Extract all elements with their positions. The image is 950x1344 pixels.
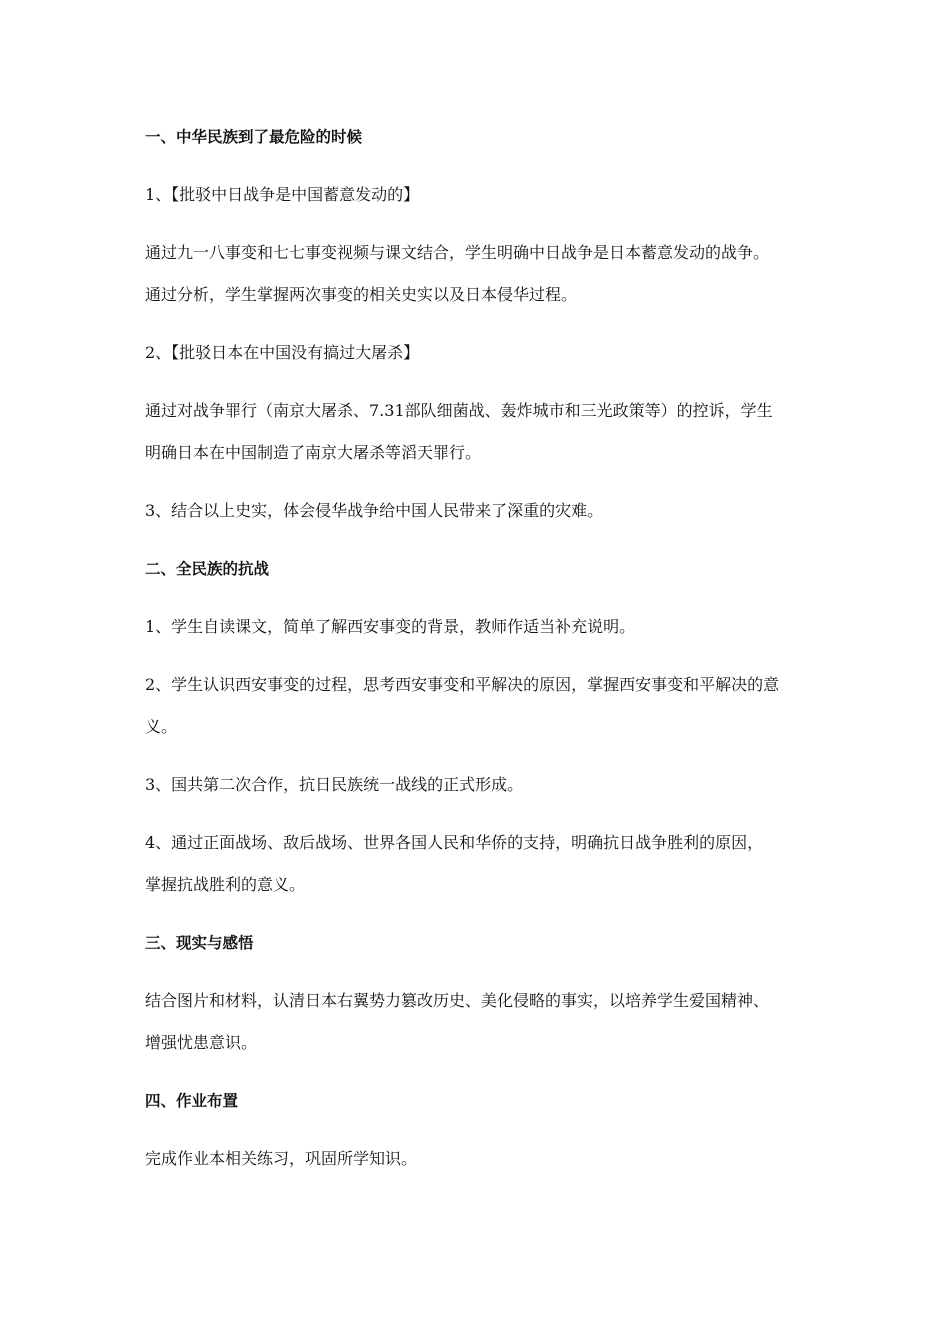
paragraph-line: 明确日本在中国制造了南京大屠杀等滔天罪行。	[145, 443, 482, 462]
paragraph-line: 结合图片和材料，认清日本右翼势力篡改历史、美化侵略的事实，以培养学生爱国精神、	[145, 991, 770, 1010]
paragraph-line: 通过对战争罪行（南京大屠杀、7.31部队细菌战、轰炸城市和三光政策等）的控诉，学生	[145, 401, 773, 420]
section-heading-1: 一、中华民族到了最危险的时候	[145, 128, 363, 146]
paragraph-line: 完成作业本相关练习，巩固所学知识。	[145, 1149, 418, 1168]
item-title-2: 2、【批驳日本在中国没有搞过大屠杀】	[145, 343, 420, 362]
paragraph-line: 掌握抗战胜利的意义。	[145, 875, 306, 894]
paragraph-line: 4、通过正面战场、敌后战场、世界各国人民和华侨的支持，明确抗日战争胜利的原因，	[145, 833, 764, 852]
paragraph-line: 3、国共第二次合作，抗日民族统一战线的正式形成。	[145, 775, 524, 794]
item-title-1: 1、【批驳中日战争是中国蓄意发动的】	[145, 185, 420, 204]
paragraph-line: 通过九一八事变和七七事变视频与课文结合，学生明确中日战争是日本蓄意发动的战争。	[145, 243, 770, 262]
paragraph-line: 增强忧患意识。	[145, 1033, 258, 1052]
paragraph-line: 1、学生自读课文，简单了解西安事变的背景，教师作适当补充说明。	[145, 617, 636, 636]
section-heading-3: 三、现实与感悟	[145, 934, 254, 952]
paragraph-line: 3、结合以上史实，体会侵华战争给中国人民带来了深重的灾难。	[145, 501, 604, 520]
paragraph-line: 义。	[145, 717, 178, 736]
paragraph-line: 2、学生认识西安事变的过程，思考西安事变和平解决的原因，掌握西安事变和平解决的意	[145, 675, 780, 694]
section-heading-4: 四、作业布置	[145, 1092, 239, 1110]
section-heading-2: 二、全民族的抗战	[145, 560, 270, 578]
paragraph-line: 通过分析，学生掌握两次事变的相关史实以及日本侵华过程。	[145, 285, 578, 304]
